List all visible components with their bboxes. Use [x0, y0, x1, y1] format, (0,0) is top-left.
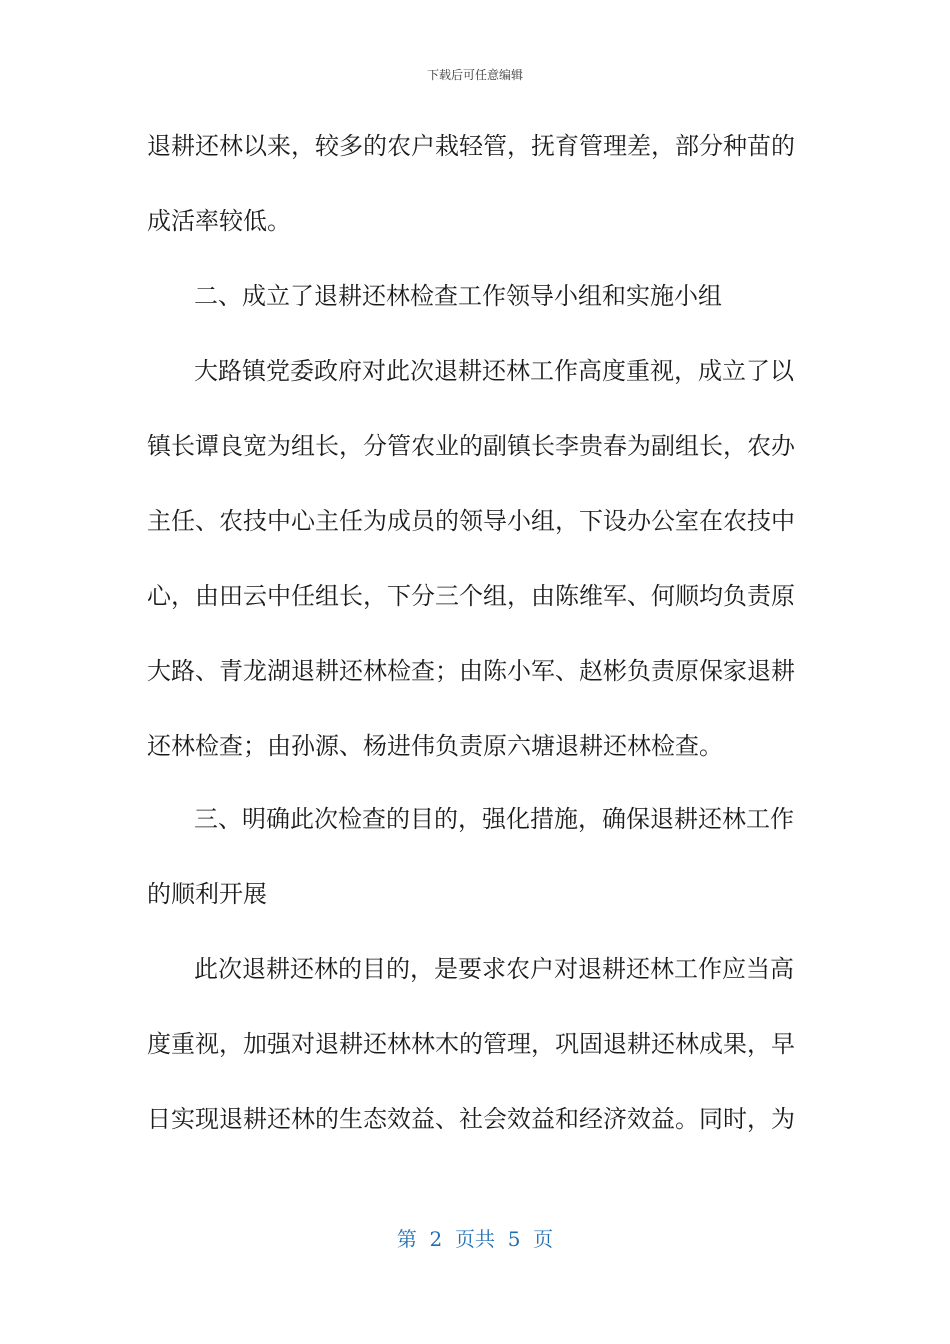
section-heading-continued: 的顺利开展	[147, 880, 267, 908]
body-line: 大路镇党委政府对此次退耕还林工作高度重视，成立了以	[194, 357, 794, 385]
section-heading: 二、成立了退耕还林检查工作领导小组和实施小组	[194, 282, 722, 310]
body-line: 退耕还林以来，较多的农户栽轻管，抚育管理差，部分种苗的	[147, 132, 795, 160]
section-heading: 三、明确此次检查的目的，强化措施，确保退耕还林工作	[194, 805, 794, 833]
body-line: 此次退耕还林的目的，是要求农户对退耕还林工作应当高	[194, 955, 794, 983]
page-header: 下载后可任意编辑	[426, 68, 523, 82]
body-line: 日实现退耕还林的生态效益、社会效益和经济效益。同时，为	[147, 1105, 795, 1133]
body-line: 成活率较低。	[147, 207, 291, 235]
body-line: 度重视，加强对退耕还林林木的管理，巩固退耕还林成果，早	[147, 1030, 795, 1058]
body-line: 主任、农技中心主任为成员的领导小组，下设办公室在农技中	[147, 507, 795, 535]
body-line: 心，由田云中任组长，下分三个组，由陈维军、何顺均负责原	[147, 582, 795, 610]
body-line: 大路、青龙湖退耕还林检查；由陈小军、赵彬负责原保家退耕	[147, 657, 795, 685]
page-footer: 第 2 页共 5 页	[396, 1227, 554, 1251]
body-line: 镇长谭良宽为组长，分管农业的副镇长李贵春为副组长，农办	[147, 432, 795, 460]
body-line: 还林检查；由孙源、杨进伟负责原六塘退耕还林检查。	[147, 732, 723, 760]
